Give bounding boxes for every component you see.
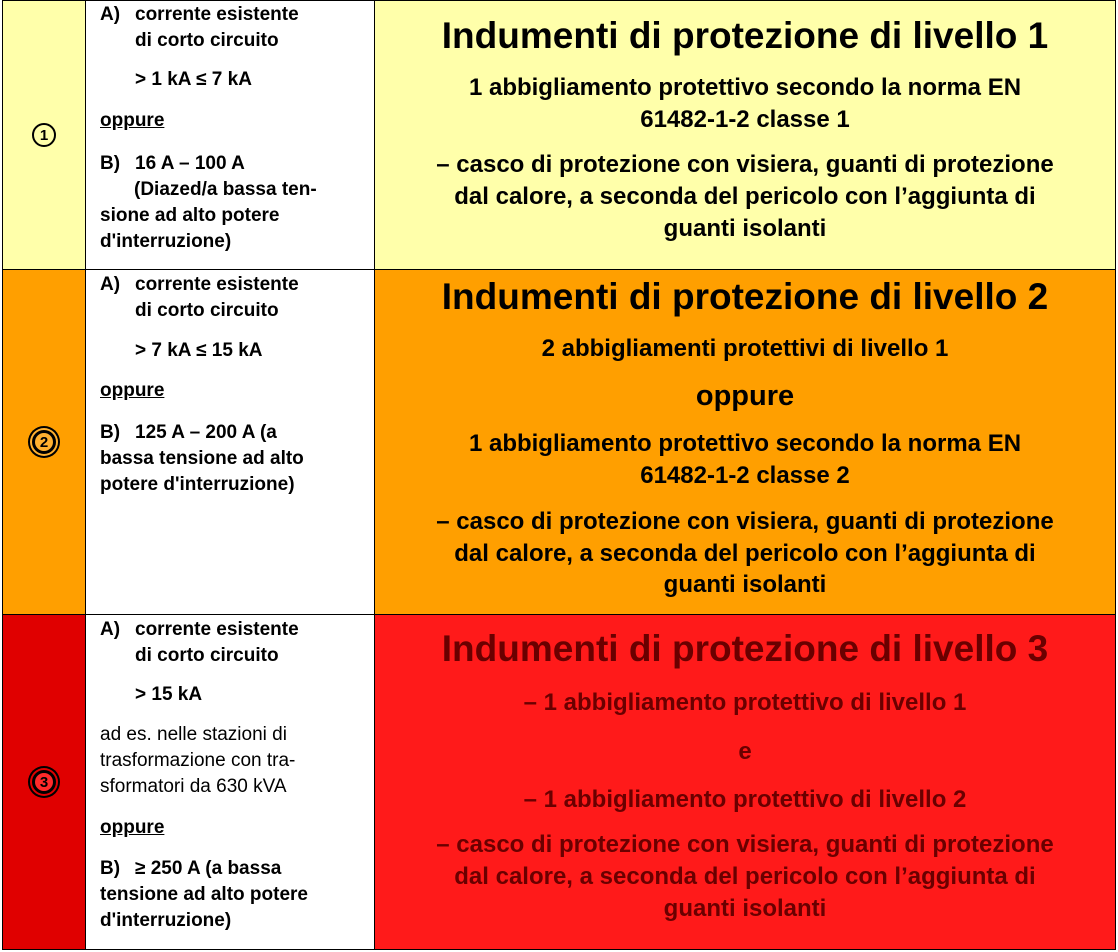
conjunction-label: e <box>738 738 752 765</box>
level-3-number-icon: 3 <box>32 770 56 794</box>
clothing-line: dal calore, a seconda del pericolo con l’aggiunta di <box>454 863 1036 890</box>
oppure-label: oppure <box>100 110 165 131</box>
condition-b-text: bassa tensione ad alto <box>100 448 304 469</box>
clothing-line: 1 abbigliamento protettivo secondo la norma EN <box>468 430 1022 457</box>
condition-a-text: corrente esistente <box>135 4 299 25</box>
level-3-conditions-cell <box>86 615 375 949</box>
condition-b-text: sione ad alto potere <box>100 205 280 226</box>
condition-b-text: d'interruzione) <box>100 231 232 252</box>
level-1-number-icon: 1 <box>32 123 56 147</box>
condition-b-text: (Diazed/a bassa ten- <box>134 179 317 200</box>
example-note: trasformazione con tra- <box>100 750 296 771</box>
clothing-line: guanti isolanti <box>663 571 827 598</box>
condition-b-text: potere d'interruzione) <box>100 474 295 495</box>
oppure-label: oppure <box>100 380 165 401</box>
clothing-line: – casco di protezione con visiera, guanti di protezione <box>436 831 1054 858</box>
clothing-line: – casco di protezione con visiera, guanti di protezione <box>436 151 1054 178</box>
level-3-row <box>3 615 1115 949</box>
oppure-label: oppure <box>100 817 165 838</box>
condition-a-text: di corto circuito <box>135 645 279 666</box>
condition-b-text: d'interruzione) <box>100 910 232 931</box>
condition-b-label: B) <box>100 153 121 174</box>
level-2-title: Indumenti di protezione di livello 2 <box>441 276 1049 317</box>
condition-a-text: di corto circuito <box>135 30 279 51</box>
level-1-clothing-cell <box>375 1 1115 269</box>
clothing-line: dal calore, a seconda del pericolo con l’aggiunta di <box>454 183 1036 210</box>
level-3-title: Indumenti di protezione di livello 3 <box>441 628 1049 669</box>
clothing-line: dal calore, a seconda del pericolo con l’aggiunta di <box>454 540 1036 567</box>
clothing-line: guanti isolanti <box>663 895 827 922</box>
clothing-line: – 1 abbigliamento protettivo di livello 1 <box>523 689 967 716</box>
condition-a-text: di corto circuito <box>135 300 279 321</box>
current-range: > 7 kA ≤ 15 kA <box>135 340 263 361</box>
condition-a-label: A) <box>100 4 121 25</box>
level-2-number-icon: 2 <box>32 430 56 454</box>
example-note: ad es. nelle stazioni di <box>100 724 287 745</box>
current-range: > 1 kA ≤ 7 kA <box>135 69 252 90</box>
condition-a-label: A) <box>100 274 121 295</box>
level-1-row <box>3 1 1115 270</box>
clothing-line: 61482-1-2 classe 2 <box>640 462 850 489</box>
clothing-line: – casco di protezione con visiera, guanti di protezione <box>436 508 1054 535</box>
condition-a-text: corrente esistente <box>135 619 299 640</box>
protection-levels-table <box>2 0 1116 950</box>
level-2-conditions-cell <box>86 270 375 614</box>
condition-b-text: tensione ad alto potere <box>100 884 308 905</box>
level-3-marker-cell <box>3 615 86 949</box>
condition-b-text: 125 A – 200 A (a <box>135 422 277 443</box>
clothing-line: 1 abbigliamento protettivo secondo la norma EN <box>468 74 1022 101</box>
level-2-row <box>3 270 1115 615</box>
condition-a-text: corrente esistente <box>135 274 299 295</box>
level-1-marker-cell <box>3 1 86 269</box>
condition-a-label: A) <box>100 619 121 640</box>
current-range: > 15 kA <box>135 684 203 705</box>
condition-b-text: 16 A – 100 A <box>135 153 245 174</box>
level-2-clothing-cell <box>375 270 1115 614</box>
level-1-conditions-cell <box>86 1 375 269</box>
condition-b-label: B) <box>100 422 121 443</box>
clothing-line: 2 abbigliamenti protettivi di livello 1 <box>541 335 949 362</box>
clothing-line: guanti isolanti <box>663 215 827 242</box>
level-2-marker-cell <box>3 270 86 614</box>
oppure-label: oppure <box>695 380 795 412</box>
example-note: sformatori da 630 kVA <box>100 776 287 797</box>
condition-b-text: ≥ 250 A (a bassa <box>135 858 282 879</box>
clothing-line: 61482-1-2 classe 1 <box>640 106 850 133</box>
level-1-title: Indumenti di protezione di livello 1 <box>441 15 1049 56</box>
level-3-clothing-cell <box>375 615 1115 949</box>
condition-b-label: B) <box>100 858 121 879</box>
clothing-line: – 1 abbigliamento protettivo di livello 2 <box>523 786 967 813</box>
